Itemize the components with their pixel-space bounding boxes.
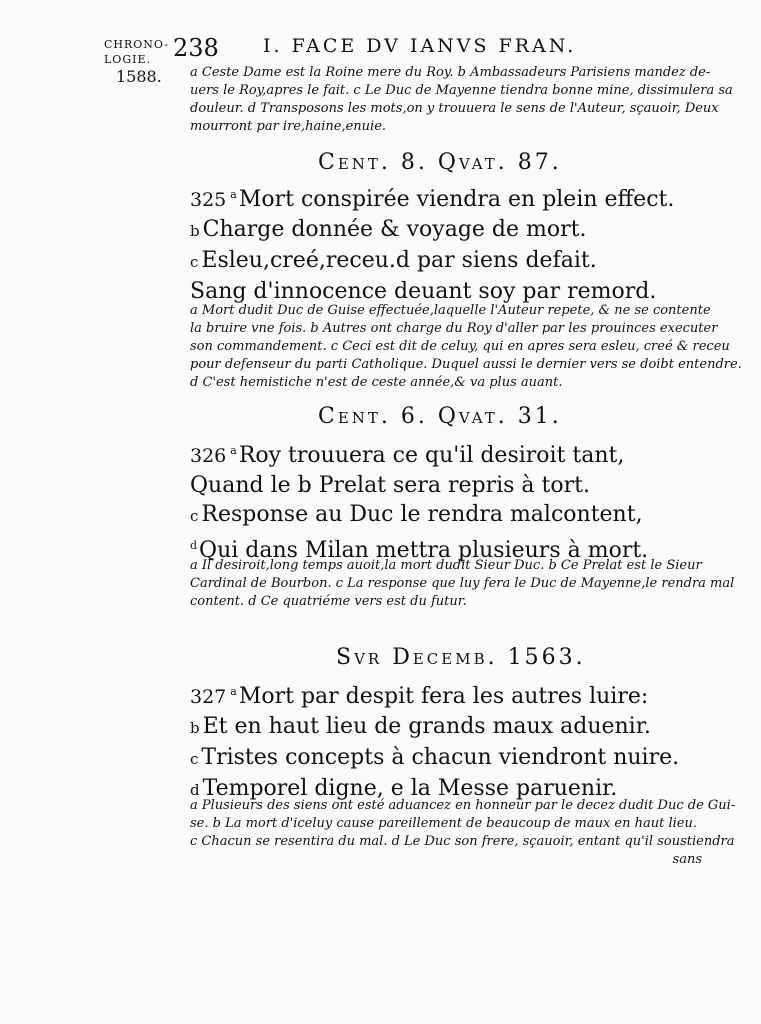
- running-head: I. FACE DV IANVS FRAN.: [263, 35, 577, 57]
- quatrain-327: [190, 677, 679, 805]
- margin-note-chronologie-2: LOGIE.: [104, 53, 151, 66]
- note-line: d C'est hemistiche n'est de ceste année,& va plus auant.: [190, 375, 563, 390]
- catchword: sans: [672, 852, 702, 867]
- verse-text: Et en haut lieu de grands maux aduenir.: [202, 714, 651, 739]
- note-line: mourront par ire,haine,enuie.: [190, 119, 387, 134]
- notes-326: [190, 557, 735, 611]
- note-line: content. d Ce quatriéme vers est du futur.: [190, 594, 467, 609]
- verse-line: [190, 436, 648, 471]
- verse-line: [190, 712, 679, 743]
- note-marker: d: [190, 539, 198, 552]
- note-marker: b: [190, 719, 200, 737]
- quatrain-number: 327: [190, 686, 227, 708]
- note-marker: c: [190, 253, 199, 271]
- verse-text: Esleu,creé,receu.d par siens defait.: [201, 248, 597, 273]
- verse-text: Mort conspirée viendra en plein effect.: [238, 187, 675, 212]
- note-line: douleur. d Transposons les mots,on y trouuera le sens de l'Auteur, sçauoir, Deux: [190, 101, 719, 116]
- note-line: Cardinal de Bourbon. c La responsе que luy fera le Duc de Mayenne,le rendra mal: [190, 576, 735, 591]
- verse-line: [190, 471, 648, 500]
- verse-text: Tristes concepts à chacun viendront nuire.: [201, 745, 680, 770]
- page-number: 238: [173, 34, 219, 62]
- note-marker: d: [190, 781, 200, 799]
- notes-327: [190, 797, 736, 869]
- verse-text: Charge donnée & voyage de mort.: [202, 217, 587, 242]
- note-marker: a: [230, 685, 237, 698]
- quatrain-325: [190, 180, 674, 306]
- note-marker: c: [190, 750, 199, 768]
- quatrain-326: [190, 436, 648, 565]
- verse-line: [190, 215, 674, 246]
- verse-text: Qui dans Milan mettra plusieurs à mort.: [199, 538, 649, 563]
- notes-325: [190, 302, 742, 392]
- verse-line: [190, 743, 679, 774]
- note-marker: c: [190, 507, 199, 525]
- verse-line: [190, 246, 674, 277]
- verse-text: Mort par despit fera les autres luire:: [238, 684, 649, 709]
- verse-text: Responsе au Duc le rendra malcontent,: [201, 502, 643, 527]
- verse-text: Roy trouuera ce qu'il desiroit tant,: [238, 443, 625, 468]
- note-line: a Plusieurs des siens ont esté aduancez en honneur par le decez dudit Duc de Gui-: [190, 798, 736, 813]
- quatrain-number: 326: [190, 445, 227, 467]
- note-line: c Chacun se resentira du mal. d Le Duc son frere, sçauoir, entant qu'il soustiendra: [190, 834, 735, 849]
- note-line: la bruire vne fois. b Autres ont charge du Roy d'aller par les prouinces executer: [190, 321, 718, 336]
- verse-text: Sang d'innocence deuant soy par remord.: [190, 279, 657, 304]
- margin-note-chronologie-1: CHRONO-: [104, 38, 170, 51]
- verse-line: [190, 500, 648, 531]
- section-heading: Cent. 8. Qvat. 87.: [318, 150, 562, 175]
- note-line: se. b La mort d'iceluy causе pareillement de beaucoup de maux en haut lieu.: [190, 816, 697, 831]
- margin-year: 1588.: [116, 67, 162, 86]
- section-heading: Cent. 6. Qvat. 31.: [318, 404, 562, 429]
- note-marker: a: [230, 444, 237, 457]
- verse-line: [190, 180, 674, 215]
- note-line: a Mort dudit Duc de Guise effectuée,laquelle l'Auteur repete, & ne se contente: [190, 303, 711, 318]
- note-line: a Il desiroit,long temps auoit,la mort dudit Sieur Duc. b Ce Prelat est le Sieur: [190, 558, 702, 573]
- notes-top: [190, 64, 733, 136]
- section-heading: Svr Decemb. 1563.: [336, 645, 586, 670]
- note-line: pour defenseur du parti Catholique. Duquel aussi le dernier vers se doibt entendre.: [190, 357, 742, 372]
- note-line: a Ceste Dame est la Roine mere du Roy. b Ambassadeurs Parisiens mandez de-: [190, 65, 711, 80]
- note-line: son commandement. c Ceci est dit de celuy, qui en apres sera esleu, creé & receu: [190, 339, 730, 354]
- note-marker: b: [190, 222, 200, 240]
- verse-line: [190, 677, 679, 712]
- note-line: uers le Roy,apres le fait. c Le Duc de Mayenne tiendra bonne mine, dissimulera sa: [190, 83, 733, 98]
- verse-text: Temporel digne, e la Messe paruenir.: [202, 776, 618, 801]
- quatrain-number: 325: [190, 189, 227, 211]
- verse-text: Quand le b Prelat sera repris à tort.: [190, 473, 590, 498]
- note-marker: a: [230, 188, 237, 201]
